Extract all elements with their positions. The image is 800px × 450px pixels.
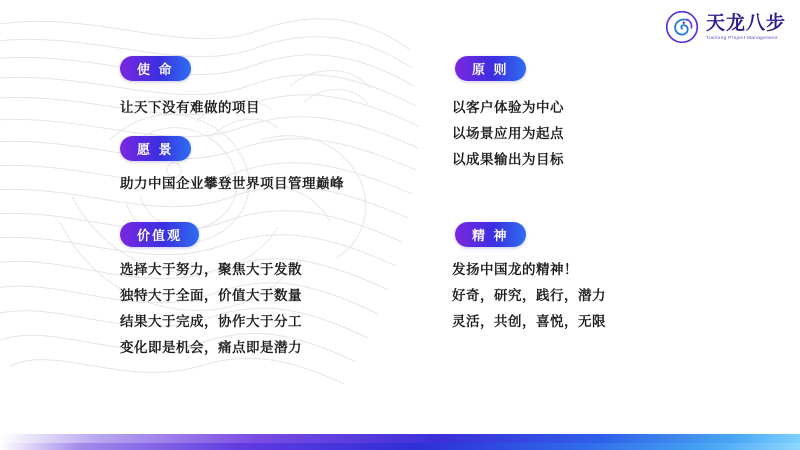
text-principles bbox=[452, 95, 564, 173]
pill-vision: 愿 景 bbox=[120, 136, 191, 161]
pill-principles: 原 则 bbox=[455, 56, 526, 81]
values-line-3: 结果大于完成，协作大于分工 bbox=[120, 314, 302, 330]
spirit-line-3: 灵活，共创，喜悦，无限 bbox=[452, 314, 606, 330]
principles-line-1: 以客户体验为中心 bbox=[452, 100, 564, 116]
spirit-line-2: 好奇，研究，践行，潜力 bbox=[452, 288, 606, 304]
vision-line-1: 助力中国企业攀登世界项目管理巅峰 bbox=[120, 176, 344, 192]
mission-line-1: 让天下没有难做的项目 bbox=[120, 100, 260, 116]
principles-line-2: 以场景应用为起点 bbox=[452, 126, 564, 142]
principles-line-3: 以成果输出为目标 bbox=[452, 152, 564, 168]
pill-values: 价值观 bbox=[120, 222, 199, 247]
footer-gradient-bar-inner bbox=[0, 443, 800, 450]
text-mission bbox=[120, 95, 260, 121]
pill-spirit: 精 神 bbox=[455, 222, 526, 247]
values-line-4: 变化即是机会，痛点即是潜力 bbox=[120, 340, 302, 356]
values-line-2: 独特大于全面，价值大于数量 bbox=[120, 288, 302, 304]
text-spirit bbox=[452, 257, 606, 335]
pill-mission: 使 命 bbox=[120, 56, 191, 81]
values-line-1: 选择大于努力，聚焦大于发散 bbox=[120, 262, 302, 278]
brand-logo bbox=[665, 10, 786, 44]
text-values bbox=[120, 257, 302, 361]
spirit-line-1: 发扬中国龙的精神！ bbox=[452, 262, 578, 278]
logo-name-cn: 天龙八步 bbox=[705, 11, 786, 34]
text-vision bbox=[120, 171, 344, 197]
dragon-swirl-icon bbox=[665, 10, 699, 44]
logo-name-en: Tianlong Project Management bbox=[705, 34, 778, 40]
